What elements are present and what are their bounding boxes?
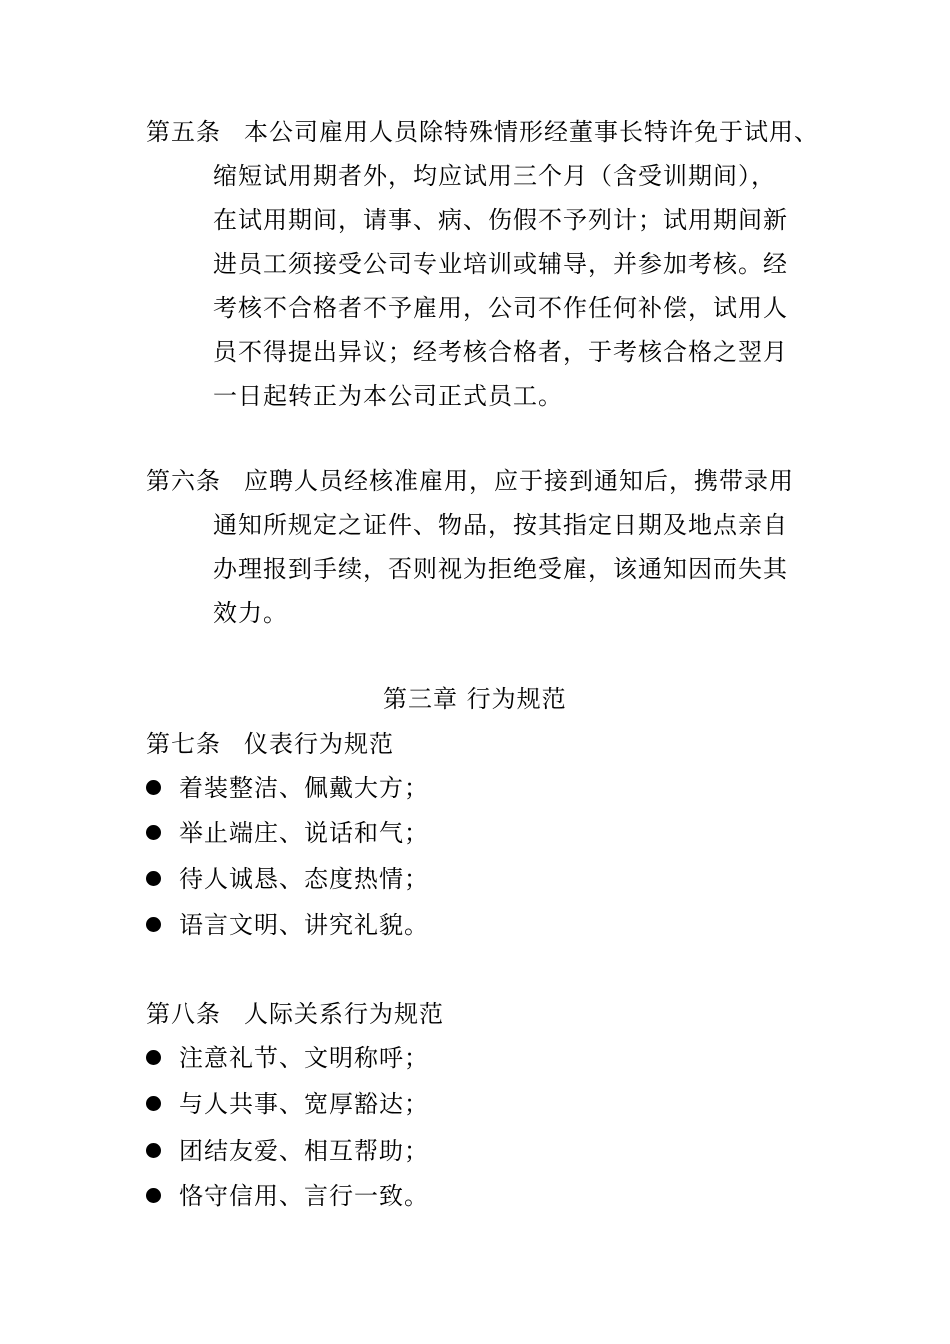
- article-8-heading: [146, 999, 444, 1029]
- article-5-line-3: 在试用期间，请事、病、伤假不予列计；试用期间新: [213, 206, 788, 234]
- article-7-title: 仪表行为规范: [244, 730, 394, 758]
- article-5-line-7: 一日起转正为本公司正式员工。: [213, 382, 563, 410]
- article-6-line-2: 通知所规定之证件、物品，按其指定日期及地点亲自: [213, 511, 788, 539]
- list-item-text: 语言文明、讲究礼貌。: [179, 911, 429, 939]
- article-6-line-4: 效力。: [213, 599, 288, 627]
- list-item-text: 待人诚恳、态度热情；: [179, 865, 429, 893]
- article-5-text: 本公司雇用人员除特殊情形经董事长特许免于试用、: [244, 118, 819, 146]
- bullet-icon: [146, 1188, 161, 1203]
- bullet-icon: [146, 825, 161, 840]
- list-item-text: 着装整洁、佩戴大方；: [179, 774, 429, 802]
- article-6-line-3: 办理报到手续，否则视为拒绝受雇，该通知因而失其: [213, 555, 788, 583]
- bullet-icon: [146, 1096, 161, 1111]
- list-item-text: 注意礼节、文明称呼；: [179, 1044, 429, 1072]
- bullet-icon: [146, 871, 161, 886]
- list-item-text: 团结友爱、相互帮助；: [179, 1137, 429, 1165]
- article-6-line-1: [146, 466, 794, 496]
- bullet-icon: [146, 1143, 161, 1158]
- article-7-heading: [146, 729, 394, 759]
- article-6-label: 第六条: [146, 467, 221, 495]
- list-item-text: 恪守信用、言行一致。: [179, 1182, 429, 1210]
- list-item-text: 与人共事、宽厚豁达；: [179, 1090, 429, 1118]
- article-5-line-1: [146, 117, 819, 147]
- bullet-icon: [146, 780, 161, 795]
- bullet-icon: [146, 1050, 161, 1065]
- article-5-line-2: 缩短试用期者外，均应试用三个月（含受训期间），: [213, 162, 776, 190]
- article-8-label: 第八条: [146, 1000, 221, 1028]
- list-item: [146, 910, 429, 940]
- list-item: [146, 1043, 429, 1073]
- list-item-text: 举止端庄、说话和气；: [179, 819, 429, 847]
- list-item: [146, 773, 429, 803]
- article-5-line-6: 员不得提出异议；经考核合格者，于考核合格之翌月: [213, 338, 788, 366]
- article-5-label: 第五条: [146, 118, 221, 146]
- list-item: [146, 1181, 429, 1211]
- article-5-line-5: 考核不合格者不予雇用，公司不作任何补偿，试用人: [213, 294, 788, 322]
- list-item: [146, 1136, 429, 1166]
- list-item: [146, 1089, 429, 1119]
- article-8-title: 人际关系行为规范: [244, 1000, 444, 1028]
- article-5-line-4: 进员工须接受公司专业培训或辅导，并参加考核。经: [213, 250, 788, 278]
- list-item: [146, 864, 429, 894]
- list-item: [146, 818, 429, 848]
- bullet-icon: [146, 917, 161, 932]
- article-7-label: 第七条: [146, 730, 221, 758]
- chapter-3-heading: 第三章 行为规范: [383, 685, 567, 713]
- article-6-text: 应聘人员经核准雇用，应于接到通知后，携带录用: [244, 467, 794, 495]
